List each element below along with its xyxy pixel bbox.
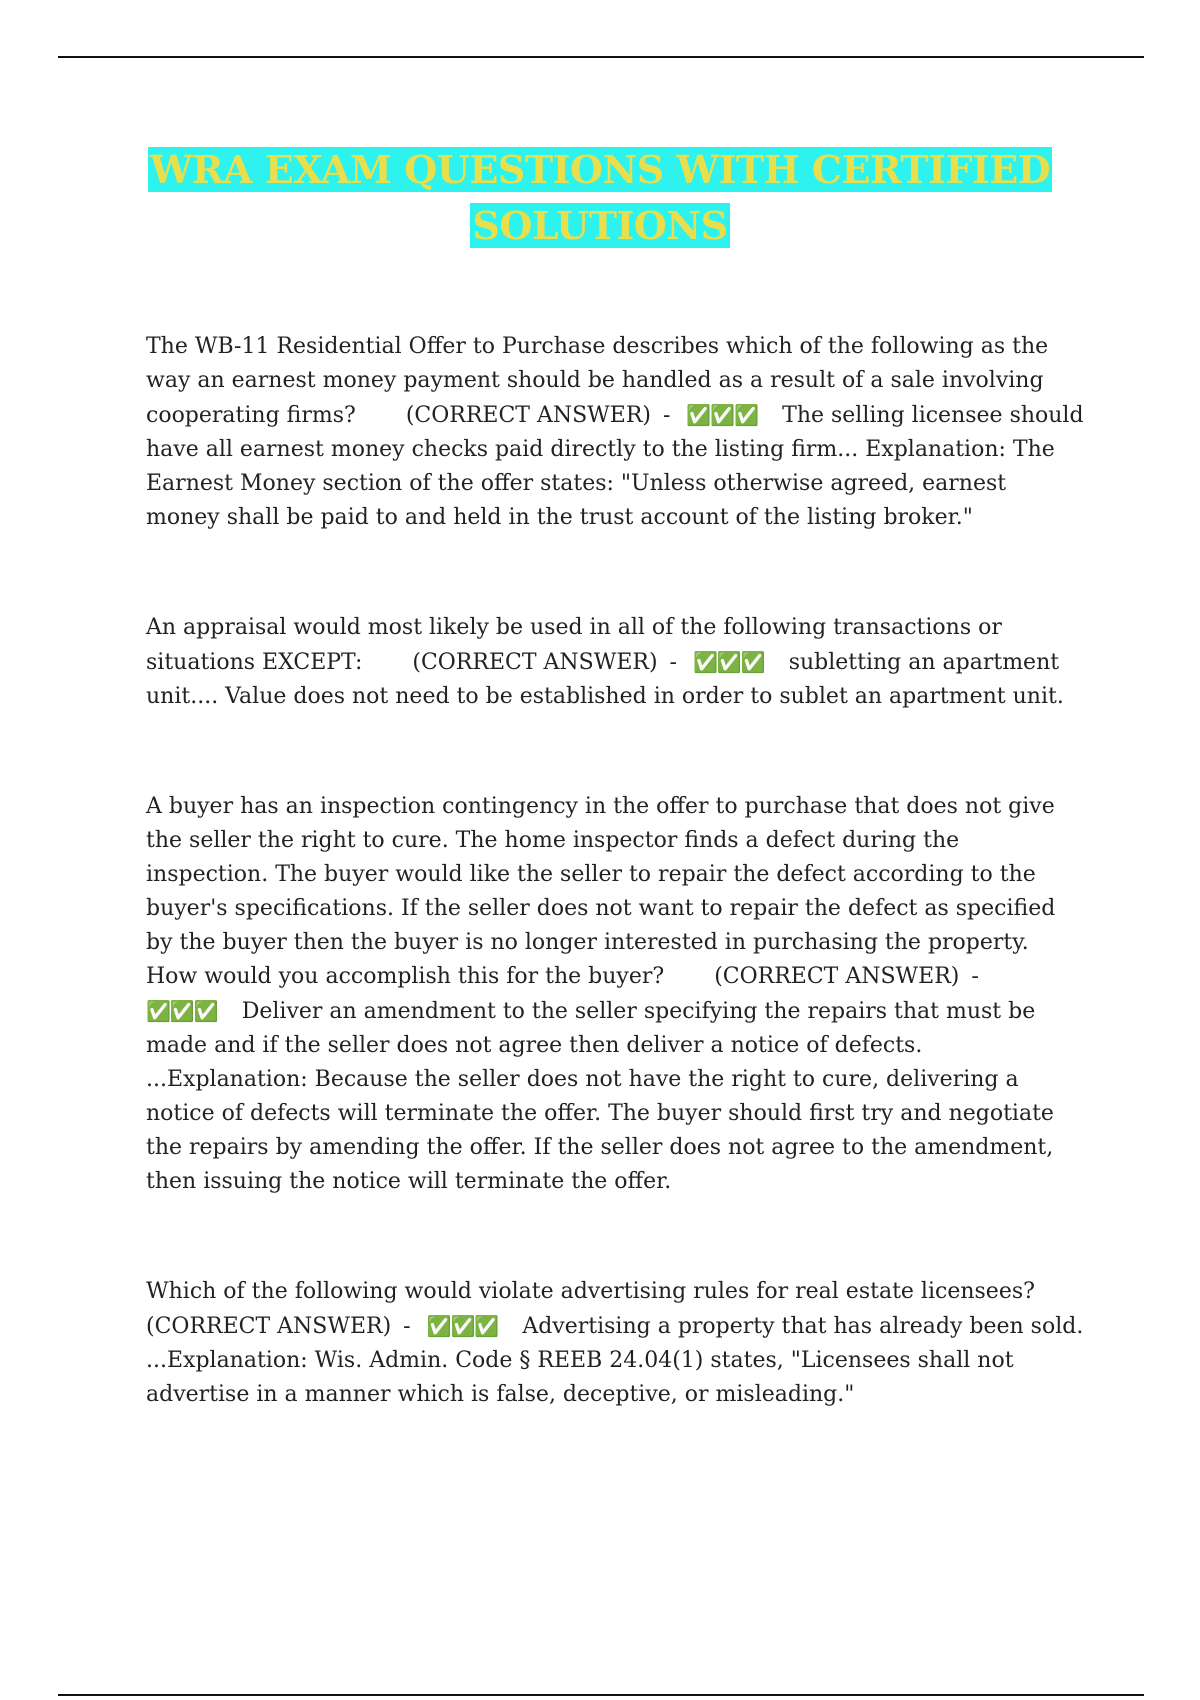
check-marks-icon: ✅✅✅ xyxy=(692,650,765,674)
title-line-2: SOLUTIONS xyxy=(472,203,728,248)
document-title xyxy=(0,142,1200,254)
answer-dash: - xyxy=(669,650,677,675)
answer-label: (CORRECT ANSWER) xyxy=(412,650,658,675)
answer-text: The selling licensee should have all earnest money checks paid directly to the listing firm... Explanation: The Earnest Money section of the offer states: "Unless otherwise agreed, earnest money shall be paid to and held in the trust account of the listing broker." xyxy=(146,403,1084,530)
qa-list xyxy=(146,330,1086,1412)
question-text: Which of the following would violate advertising rules for real estate licensees? xyxy=(146,1279,1035,1304)
header-rule xyxy=(58,56,1144,58)
check-marks-icon: ✅✅✅ xyxy=(146,999,218,1023)
question-text: The WB-11 Residential Offer to Purchase describes which of the following as the way an earnest money payment should be handled as a result of a sale involving cooperating firms? xyxy=(146,334,1049,428)
qa-item-3 xyxy=(146,790,1086,1199)
footer-rule xyxy=(58,1694,1144,1696)
check-marks-icon: ✅✅✅ xyxy=(426,1314,499,1338)
check-marks-icon: ✅✅✅ xyxy=(686,403,759,427)
qa-item-4 xyxy=(146,1275,1086,1412)
title-line-1: WRA EXAM QUESTIONS WITH CERTIFIED xyxy=(149,147,1051,192)
qa-item-2 xyxy=(146,611,1086,714)
answer-dash: - xyxy=(403,1314,411,1339)
answer-label: (CORRECT ANSWER) xyxy=(146,1314,392,1339)
answer-label: (CORRECT ANSWER) xyxy=(405,403,651,428)
question-text: A buyer has an inspection contingency in the offer to purchase that does not give the seller the right to cure. The home inspector finds a defect during the inspection. The buyer would like the seller to repair the defect according to the buyer's specifications. If the seller does not want to repair the defect as specified by the buyer then the buyer is no longer interested in purchasing the property. How would you accomplish this for the buyer? xyxy=(146,794,1056,989)
answer-label: (CORRECT ANSWER) xyxy=(714,964,960,989)
answer-text: Deliver an amendment to the seller specifying the repairs that must be made and if the seller does not agree then deliver a notice of defects. ...Explanation: Because the seller does not have the right to cure, delivering a notice of defects will terminate the offer. The buyer should first try and negotiate the repairs by amending the offer. If the seller does not agree to the amendment, then issuing the notice will terminate the offer. xyxy=(146,999,1054,1194)
qa-item-1 xyxy=(146,330,1086,535)
answer-dash: - xyxy=(662,403,671,428)
question-text: An appraisal would most likely be used in all of the following transactions or situations EXCEPT: xyxy=(146,615,1002,675)
answer-text: subletting an apartment unit.... Value does not need to be established in order to sublet an apartment unit. xyxy=(146,650,1064,709)
answer-text: Advertising a property that has already been sold. ...Explanation: Wis. Admin. Code § REEB 24.04(1) states, "Licensees shall not advertise in a manner which is false, deceptive, or misleading." xyxy=(146,1314,1084,1407)
answer-dash: - xyxy=(971,964,979,989)
